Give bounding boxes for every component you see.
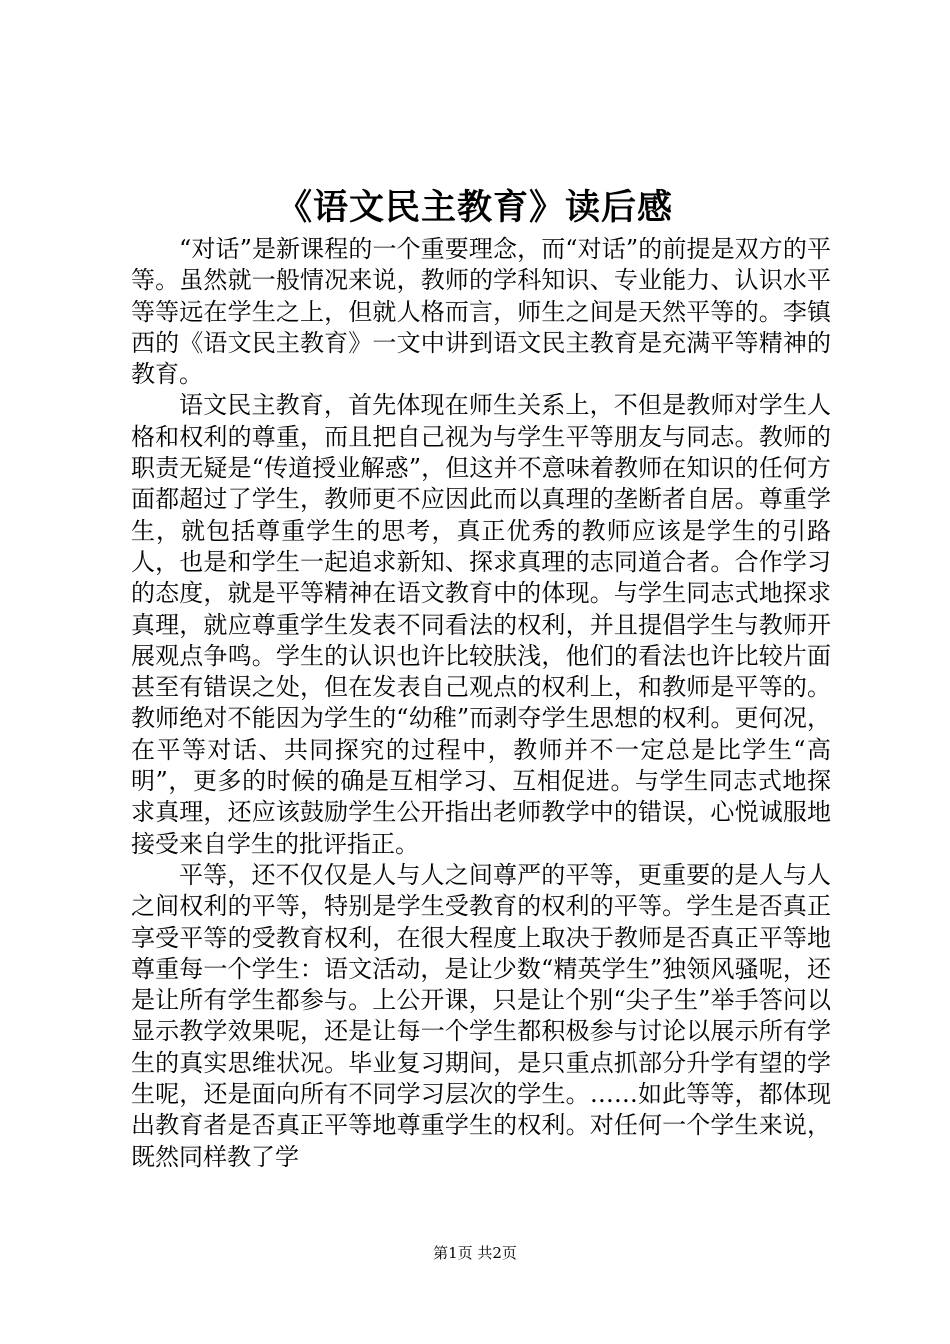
paragraph-2: 语文民主教育，首先体现在师生关系上，不但是教师对学生人格和权利的尊重，而且把自己视为与学生平等朋友与同志。教师的职责无疑是“传道授业解惑”，但这并不意味着教师在知识的任何方面都超过了学生，教师更不应因此而以真理的垄断者自居。尊重学生，就包括尊重学生的思考，真正优秀的教师应该是学生的引路人，也是和学生一起追求新知、探求真理的志同道合者。合作学习的态度，就是平等精神在语文教育中的体现。与学生同志式地探求真理，就应尊重学生发表不同看法的权利，并且提倡学生与教师开展观点争鸣。学生的认识也许比较肤浅，他们的看法也许比较片面甚至有错误之处，但在发表自己观点的权利上，和教师是平等的。教师绝对不能因为学生的“幼稚”而剥夺学生思想的权利。更何况，在平等对话、共同探究的过程中，教师并不一定总是比学生“高明”，更多的时候的确是互相学习、互相促进。与学生同志式地探求真理，还应该鼓励学生公开指出老师教学中的错误，心悦诚服地接受来自学生的批评指正。: [131, 391, 831, 858]
document-title: 《语文民主教育》读后感: [276, 187, 673, 228]
page-footer: 第1页 共2页: [433, 1244, 517, 1262]
paragraph-1: “对话”是新课程的一个重要理念，而“对话”的前提是双方的平等。虽然就一般情况来说，教师的学科知识、专业能力、认识水平等等远在学生之上，但就人格而言，师生之间是天然平等的。李镇西的《语文民主教育》一文中讲到语文民主教育是充满平等精神的教育。: [131, 235, 831, 389]
document-body: [131, 234, 831, 1173]
paragraph-3: 平等，还不仅仅是人与人之间尊严的平等，更重要的是人与人之间权利的平等，特别是学生受教育的权利的平等。学生是否真正享受平等的受教育权利，在很大程度上取决于教师是否真正平等地尊重每一个学生：语文活动，是让少数“精英学生”独领风骚呢，还是让所有学生都参与。上公开课，只是让个别“尖子生”举手答问以显示教学效果呢，还是让每一个学生都积极参与讨论以展示所有学生的真实思维状况。毕业复习期间，是只重点抓部分升学有望的学生呢，还是面向所有不同学习层次的学生。……如此等等，都体现出教育者是否真正平等地尊重学生的权利。对任何一个学生来说，既然同样教了学: [131, 860, 831, 1171]
